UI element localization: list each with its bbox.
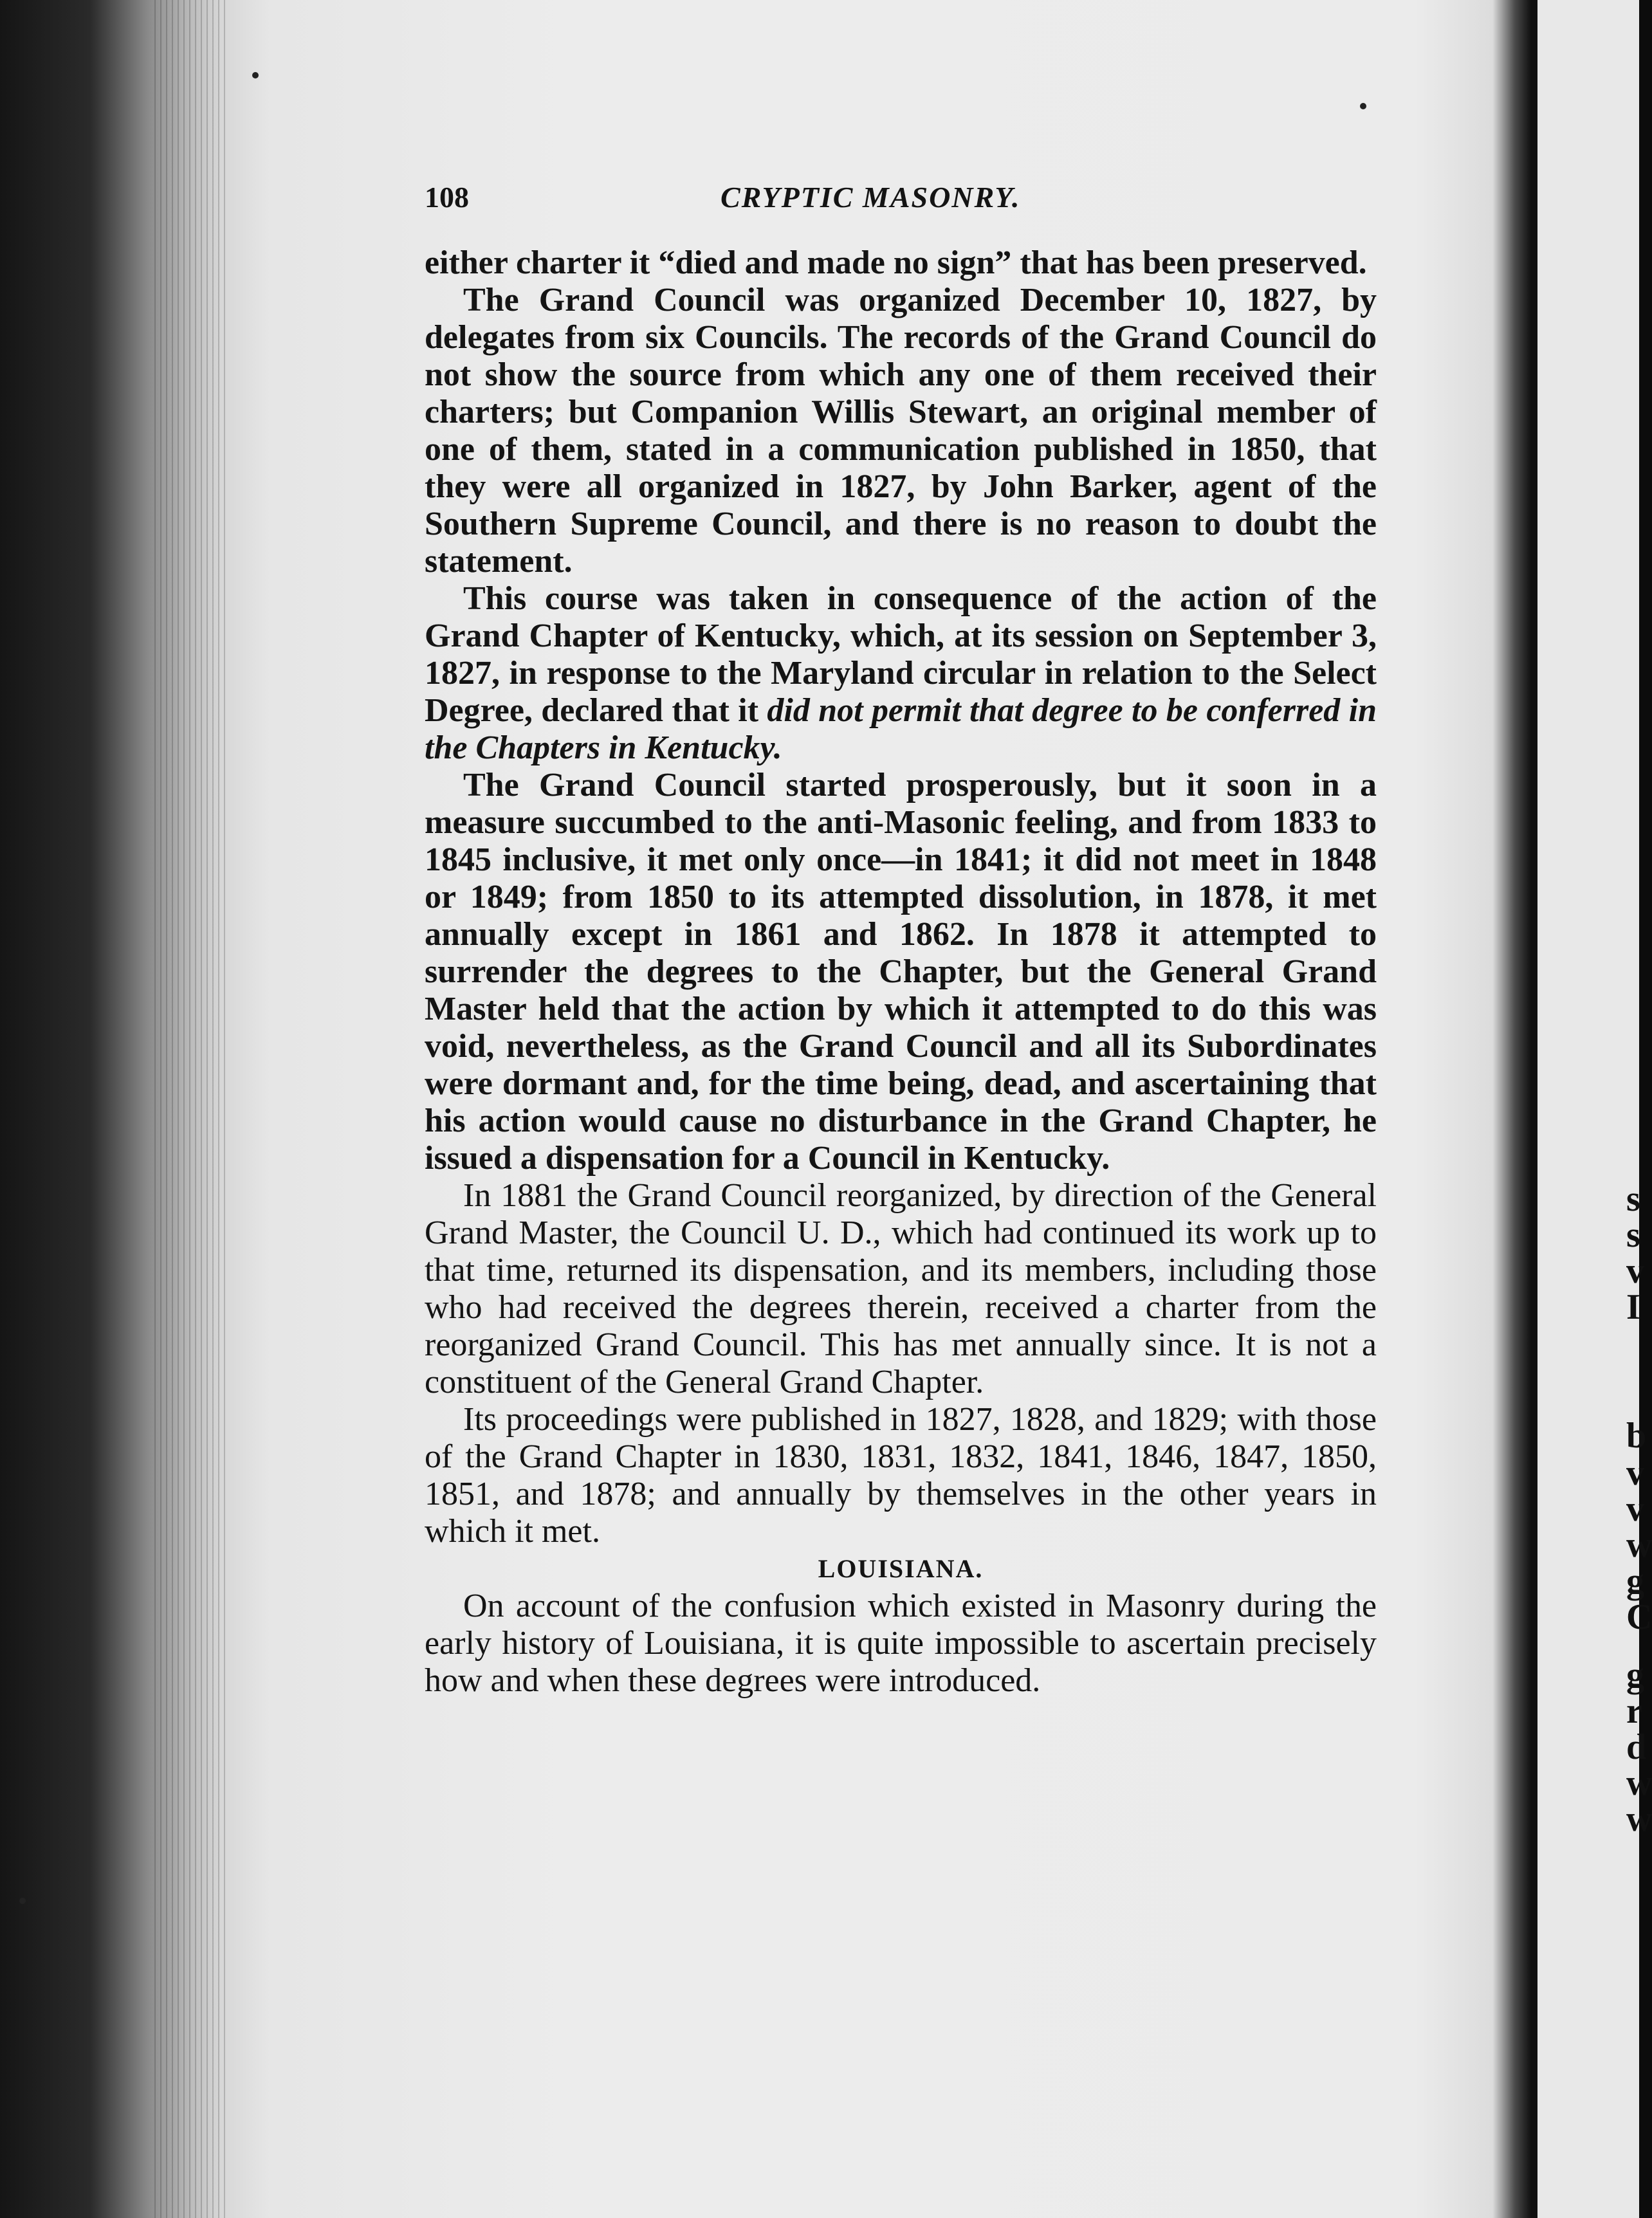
scan-speck: [252, 72, 259, 78]
body-text: [425, 244, 1377, 1700]
facing-page-fragment: s: [1626, 1179, 1640, 1219]
facing-page-fragment: v: [1626, 1251, 1644, 1291]
facing-page-fragment: v: [1626, 1489, 1644, 1529]
paragraph: [425, 580, 1377, 767]
book-page: [399, 161, 1390, 1699]
paragraph-italic-text: did not permit that degree to be conferred in the Chapters in Kentucky.: [425, 692, 1377, 766]
paragraph: The Grand Council started prosperously, but it soon in a measure succumbed to the anti-Masonic feeling, and from 1833 to 1845 inclusive, it met only once—in 1841; it did not meet in 1848 or 1849; from 1850 to its attempted dissolution, in 1878, it met annually except in 1861 and 1862. In 1878 it attempted to surrender the degrees to the Chapter, but the General Grand Master held that the action by which it attempted to do this was void, nevertheless, as the Grand Council and all its Subordinates were dormant and, for the time being, dead, and ascertaining that his action would cause no disturbance in the Grand Chapter, he issued a dispensation for a Council in Kentucky.: [425, 767, 1377, 1177]
paragraph: In 1881 the Grand Council reorganized, by direction of the General Grand Master, the Council U. D., which had continued its work up to that time, returned its dispensation, and its members, including those who had received the degrees therein, received a charter from the reorganized Grand Council. This has met annually since. It is not a constituent of the General Grand Chapter.: [425, 1177, 1377, 1400]
facing-page-fragment: w: [1626, 1799, 1652, 1839]
page-edges: [154, 0, 225, 2218]
section-heading: LOUISIANA.: [818, 1554, 984, 1583]
paragraph: On account of the confusion which existed in Masonry during the early history of Louisiana, it is quite impossible to ascertain precisely how and when these degrees were introduced.: [425, 1588, 1377, 1699]
paragraph-text: This course was taken in consequence of the action of the Grand Chapter of Kentucky, which, at its session on September 3, 1827, in response to the Maryland circular in relation to the Select Degree, declared that it: [425, 580, 1377, 729]
facing-page-fragment: b: [1626, 1416, 1647, 1456]
facing-page-fragment: s: [1626, 1215, 1640, 1255]
scan-speck: [1360, 103, 1366, 109]
facing-page-fragment: I: [1626, 1287, 1640, 1327]
paragraph: either charter it “died and made no sign” that has been preserved.: [425, 244, 1367, 281]
facing-page-fragment: d: [1626, 1727, 1647, 1767]
page-number: 108: [425, 181, 469, 214]
scan-speck: [19, 1898, 26, 1904]
facing-page-fragment: g: [1626, 1561, 1644, 1601]
facing-page-fragment: r: [1626, 1691, 1642, 1731]
running-title: CRYPTIC MASONRY.: [720, 181, 1021, 214]
facing-page-fragment: w: [1626, 1763, 1652, 1803]
running-header: [399, 161, 1390, 219]
facing-page-fragment: w: [1626, 1525, 1652, 1565]
facing-page-edge: [1537, 0, 1652, 2218]
facing-page-fragment: C: [1626, 1597, 1652, 1637]
facing-page-fragment: v: [1626, 1453, 1644, 1493]
paragraph: The Grand Council was organized December 10, 1827, by delegates from six Councils. The records of the Grand Council do not show the source from which any one of them received their charters; but Companion Willis Stewart, an original member of one of them, stated in a communication published in 1850, that they were all organized in 1827, by John Barker, agent of the Southern Supreme Council, and there is no reason to doubt the statement.: [425, 282, 1377, 580]
facing-page-fragment: g: [1626, 1655, 1644, 1695]
paragraph: Its proceedings were published in 1827, 1828, and 1829; with those of the Grand Chapter in 1830, 1831, 1832, 1841, 1846, 1847, 1850, 1851, and 1878; and annually by themselves in the other years in which it met.: [425, 1401, 1377, 1550]
